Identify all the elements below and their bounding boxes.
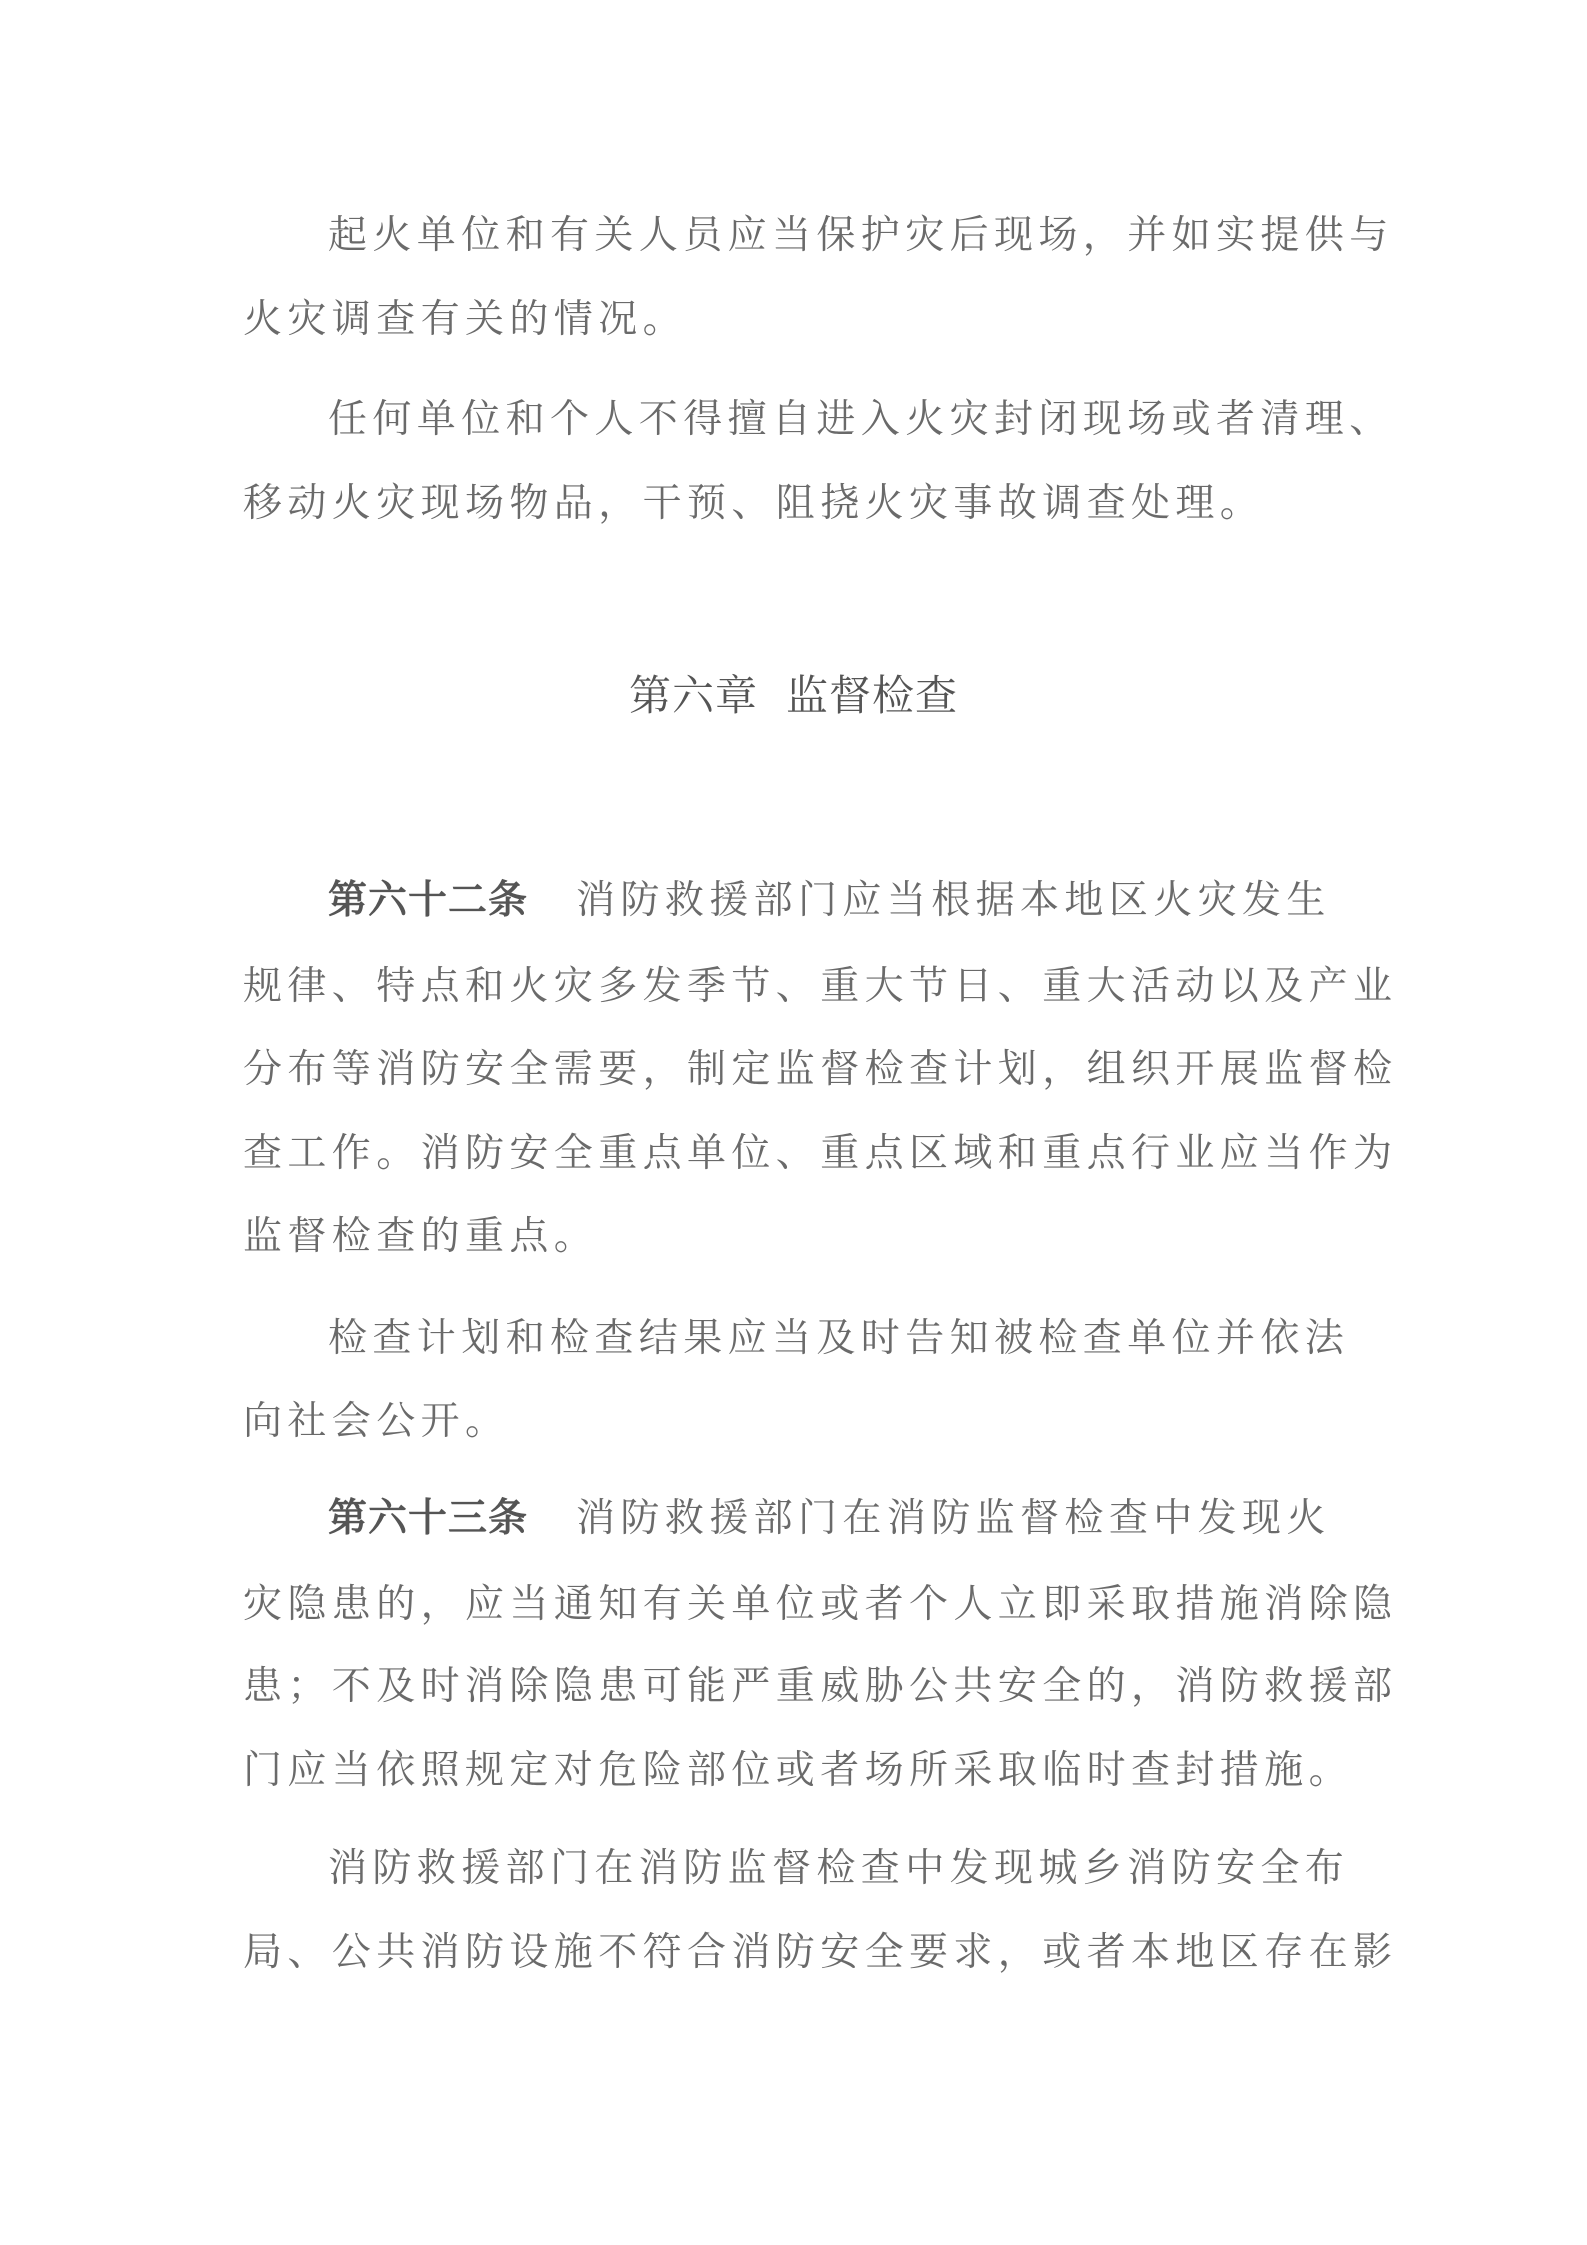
- paragraph-line: 消防救援部门在消防监督检查中发现城乡消防安全布: [328, 1846, 1350, 1891]
- paragraph-line: 查工作。消防安全重点单位、重点区域和重点行业应当作为: [243, 1131, 1398, 1176]
- chapter-number: 第六章: [628, 671, 758, 720]
- article-number: 第六十二条: [328, 878, 529, 923]
- paragraph-line: 移动火灾现场物品，干预、阻挠火灾事故调查处理。: [243, 481, 1265, 526]
- article-text: 消防救援部门在消防监督检查中发现火: [576, 1496, 1331, 1541]
- paragraph-line: 检查计划和检查结果应当及时告知被检查单位并依法: [328, 1316, 1350, 1361]
- paragraph-line: 监督检查的重点。: [243, 1214, 599, 1259]
- paragraph-line: 火灾调查有关的情况。: [243, 297, 688, 342]
- article-first-line: [328, 877, 1331, 925]
- article-first-line: [328, 1495, 1331, 1543]
- paragraph-line: 患；不及时消除隐患可能严重威胁公共安全的，消防救援部: [243, 1664, 1398, 1709]
- paragraph-line: 门应当依照规定对危险部位或者场所采取临时查封措施。: [243, 1748, 1354, 1793]
- paragraph-line: 任何单位和个人不得擅自进入火灾封闭现场或者清理、: [328, 397, 1394, 442]
- paragraph-line: 规律、特点和火灾多发季节、重大节日、重大活动以及产业: [243, 964, 1398, 1009]
- paragraph-line: 分布等消防安全需要，制定监督检查计划，组织开展监督检: [243, 1047, 1398, 1092]
- article-number: 第六十三条: [328, 1496, 529, 1541]
- paragraph-line: 起火单位和有关人员应当保护灾后现场，并如实提供与: [328, 213, 1394, 258]
- paragraph-line: 局、公共消防设施不符合消防安全要求，或者本地区存在影: [243, 1930, 1398, 1975]
- article-text: 消防救援部门应当根据本地区火灾发生: [576, 878, 1331, 923]
- chapter-heading: [0, 670, 1587, 722]
- chapter-title: 监督检查: [786, 671, 959, 720]
- paragraph-line: 向社会公开。: [243, 1399, 510, 1444]
- paragraph-line: 灾隐患的，应当通知有关单位或者个人立即采取措施消除隐: [243, 1582, 1398, 1627]
